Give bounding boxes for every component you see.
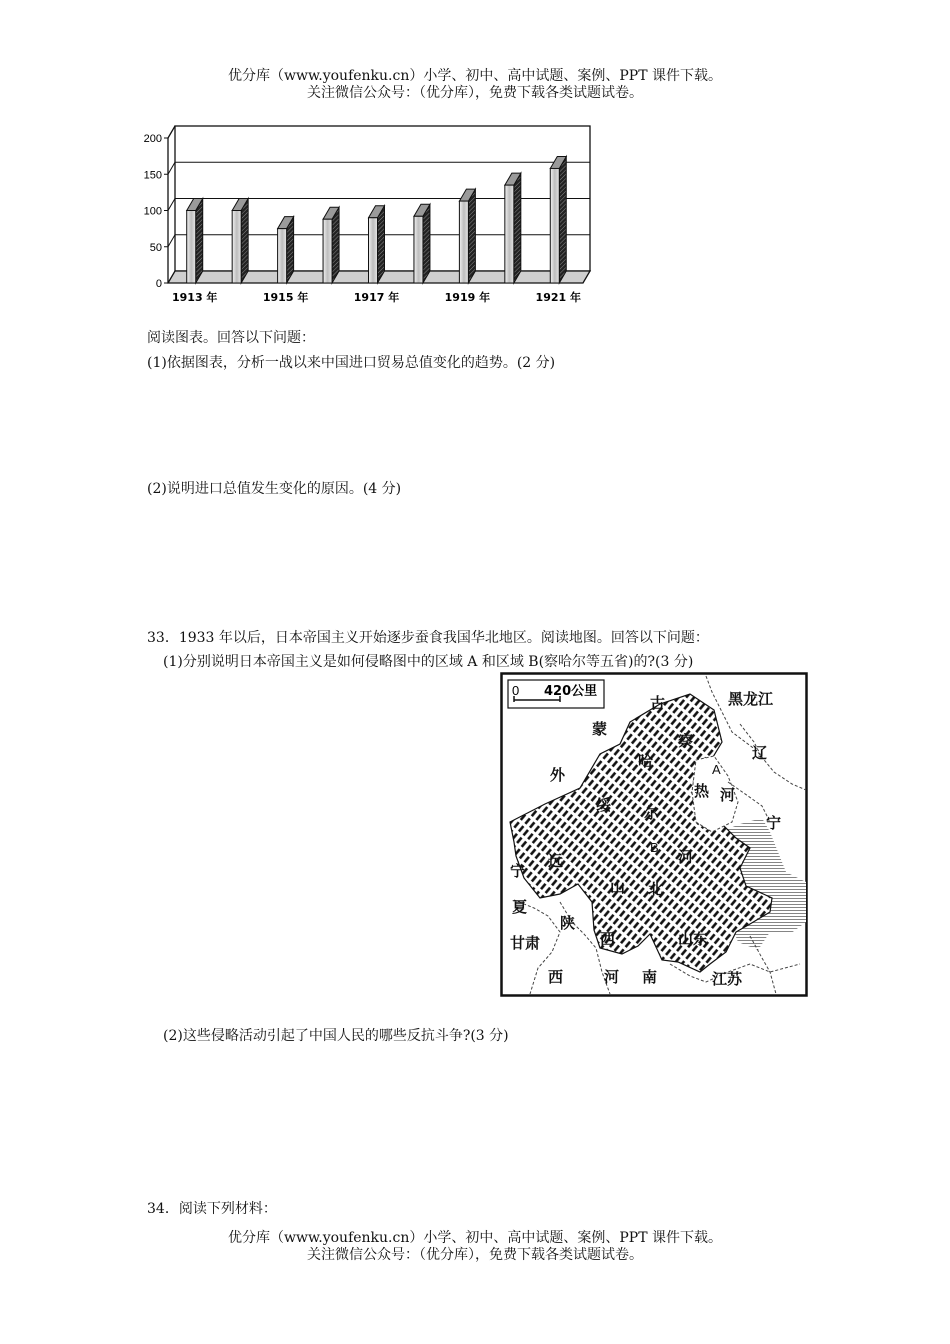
map-label-cha: 察 <box>678 732 694 750</box>
map-scale-zero: 0 <box>512 683 520 698</box>
map-label-yuan: 远 <box>548 852 564 870</box>
map-label-meng: 蒙 <box>592 720 608 738</box>
page-footer <box>0 1230 950 1264</box>
chart-y-tick-label: 0 <box>155 278 162 290</box>
map-label-henan-he: 河 <box>604 968 620 986</box>
chart-bar <box>369 206 385 283</box>
map-label-region-b: B <box>650 840 659 855</box>
map-label-bei: 北 <box>648 880 664 898</box>
map-label-ning-right: 宁 <box>766 814 782 832</box>
north-china-map <box>500 672 810 1000</box>
footer-line-1: 优分库（www.youfenku.cn）小学、初中、高中试题、案例、PPT 课件下载。 <box>227 1230 722 1246</box>
chart-x-tick-label: 1919 年 <box>444 291 491 304</box>
chart-bar <box>505 173 521 283</box>
q33-question-2: (2)这些侵略活动引起了中国人民的哪些反抗斗争?(3 分) <box>163 1028 509 1044</box>
map-label-gu: 古 <box>650 694 666 712</box>
map-label-gansu: 甘肃 <box>510 934 541 952</box>
q33-question-1: (1)分别说明日本帝国主义是如何侵略图中的区域 A 和区域 B(察哈尔等五省)的?(3 分) <box>163 654 694 670</box>
chart-bar <box>459 189 475 283</box>
map-label-sui: 绥 <box>596 796 612 814</box>
map-label-heilongjiang: 黑龙江 <box>728 690 774 708</box>
chart-x-tick-label: 1915 年 <box>262 291 309 304</box>
map-label-he-bei-1: 河 <box>678 848 694 866</box>
chart-x-tick-label: 1921 年 <box>535 291 582 304</box>
chart-bar <box>232 199 248 284</box>
map-label-ning-left: 宁 <box>510 862 526 880</box>
map-label-xi-shaanxi: 西 <box>548 968 564 986</box>
q34-stem: 34．阅读下列材料： <box>147 1201 277 1217</box>
map-label-ha: 哈 <box>638 752 654 770</box>
chart-y-tick-label: 150 <box>143 169 162 182</box>
header-line-2: 关注微信公众号：（优分库），免费下载各类试题试卷。 <box>307 85 643 101</box>
map-scale-label: 420公里 <box>544 684 598 699</box>
map-label-nan: 南 <box>642 968 658 986</box>
map-label-xia: 夏 <box>512 898 528 916</box>
q32-question-1: (1)依据图表，分析一战以来中国进口贸易总值变化的趋势。(2 分) <box>147 355 556 371</box>
q33-stem: 33．1933 年以后，日本帝国主义开始逐步蚕食我国华北地区。阅读地图。回答以下问题： <box>147 630 709 646</box>
map-label-re: 热 <box>694 782 710 800</box>
map-label-shaan: 陕 <box>560 914 576 932</box>
chart-y-tick-label: 50 <box>149 241 162 254</box>
chart-y-tick-label: 100 <box>143 205 162 218</box>
chart-bar <box>187 199 203 284</box>
page-header <box>0 68 950 102</box>
map-label-region-a: A <box>712 762 721 777</box>
chart-bar <box>278 217 294 283</box>
chart-y-tick-label: 200 <box>143 133 162 145</box>
map-label-he-re: 河 <box>720 786 736 804</box>
chart-x-tick-label: 1917 年 <box>353 291 400 304</box>
header-line-1: 优分库（www.youfenku.cn）小学、初中、高中试题、案例、PPT 课件下载。 <box>227 68 722 84</box>
map-label-er: 尔 <box>644 804 660 822</box>
map-label-jiangsu: 江苏 <box>712 970 743 988</box>
chart-bar <box>414 204 430 283</box>
map-label-shandong: 山东 <box>678 930 709 948</box>
footer-line-2: 关注微信公众号：（优分库），免费下载各类试题试卷。 <box>307 1247 643 1263</box>
import-trade-bar-chart <box>138 118 618 310</box>
map-label-xi-shanxi: 西 <box>600 930 616 948</box>
chart-x-tick-label: 1913 年 <box>171 291 218 304</box>
map-label-wai: 外 <box>550 766 566 784</box>
q32-question-2: (2)说明进口总值发生变化的原因。(4 分) <box>147 481 402 497</box>
q32-intro: 阅读图表。回答以下问题： <box>147 330 315 346</box>
chart-bar <box>550 156 566 283</box>
map-label-shan-shanxi: 山 <box>610 878 626 896</box>
chart-bar <box>323 207 339 283</box>
map-label-liao: 辽 <box>752 744 768 762</box>
